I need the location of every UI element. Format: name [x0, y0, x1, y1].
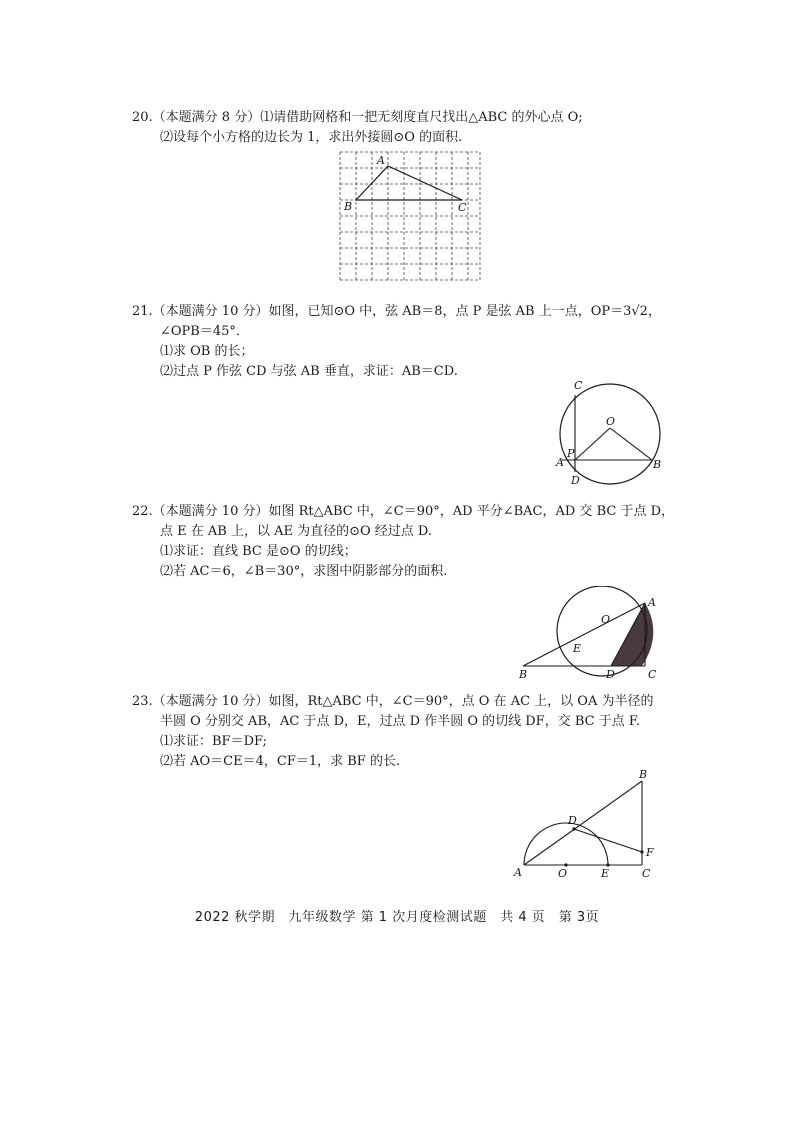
label-f: F [646, 846, 654, 859]
label-d: D [568, 814, 577, 827]
label-b: B [519, 668, 528, 681]
label-b: B [344, 200, 353, 213]
tangent-df [574, 829, 642, 852]
label-c: C [458, 201, 467, 214]
q22-line-1: 22.（本题满分 10 分）如图 Rt△ABC 中，∠C＝90°，AD 平分∠BAC，AD 交 BC 于点 D， [132, 504, 674, 519]
q23-line-4: ⑵若 AO＝CE＝4，CF＝1，求 BF 的长. [160, 754, 401, 769]
page-footer: 2022 秋学期 九年级数学 第 1 次月度检测试题 共 4 页 第 3页 [194, 910, 600, 925]
q21-line-3: ⑴求 OB 的长； [160, 344, 254, 359]
label-a: A [377, 154, 385, 167]
label-e: E [601, 867, 610, 880]
label-o: O [601, 613, 611, 626]
q20-line-1: 20.（本题满分 8 分）⑴请借助网格和一把无刻度直尺找出△ABC 的外心点 O; [132, 110, 583, 125]
label-b: B [639, 768, 648, 781]
label-c: C [648, 668, 657, 681]
segment-ab [524, 781, 642, 865]
q23-line-2: 半圆 O 分别交 AB，AC 于点 D，E，过点 D 作半圆 O 的切线 DF，交 BC 于点 F. [160, 714, 640, 729]
q22-line-3: ⑴求证：直线 BC 是⊙O 的切线； [160, 544, 357, 559]
grid-lines [340, 152, 480, 280]
point-d [572, 827, 575, 830]
label-o: O [558, 867, 568, 880]
question-22 [132, 502, 672, 582]
label-d: D [571, 474, 580, 487]
label-o: O [606, 415, 616, 428]
q21-line-4: ⑵过点 P 作弦 CD 与弦 AB 垂直，求证：AB＝CD. [160, 364, 458, 379]
q22-line-4: ⑵若 AC＝6，∠B＝30°，求图中阴影部分的面积. [160, 564, 448, 579]
label-a: A [648, 596, 656, 609]
q20-grid-figure [330, 148, 490, 286]
question-21 [132, 302, 672, 382]
label-c: C [574, 379, 583, 392]
q21-line-1: 21.（本题满分 10 分）如图，已知⊙O 中，弦 AB＝8，点 P 是弦 AB 上一点，OP＝3√2， [132, 304, 661, 319]
q20-line-2: ⑵设每个小方格的边长为 1，求出外接圆⊙O 的面积. [160, 130, 463, 145]
point-f [640, 850, 643, 853]
q23-semicircle-figure [508, 766, 663, 880]
label-b: B [653, 458, 662, 471]
label-e: E [573, 642, 582, 655]
label-c: C [642, 867, 651, 880]
q21-line-2: ∠OPB＝45°． [160, 324, 249, 339]
label-a: A [556, 456, 564, 469]
q22-tangent-figure [515, 586, 665, 682]
segment-ob [610, 428, 652, 460]
q23-line-1: 23.（本题满分 10 分）如图，Rt△ABC 中，∠C＝90°，点 O 在 AC 上，以 OA 为半径的 [132, 694, 654, 709]
q23-line-3: ⑴求证：BF＝DF; [160, 734, 267, 749]
question-20 [132, 108, 672, 148]
label-d: D [606, 668, 615, 681]
segment-op [575, 428, 610, 460]
question-23 [132, 692, 672, 772]
q21-circle-figure [552, 378, 670, 490]
label-p: P [567, 447, 575, 460]
semicircle-o [524, 823, 608, 865]
q22-line-2: 点 E 在 AB 上，以 AE 为直径的⊙O 经过点 D. [160, 524, 433, 539]
label-a: A [514, 866, 522, 879]
